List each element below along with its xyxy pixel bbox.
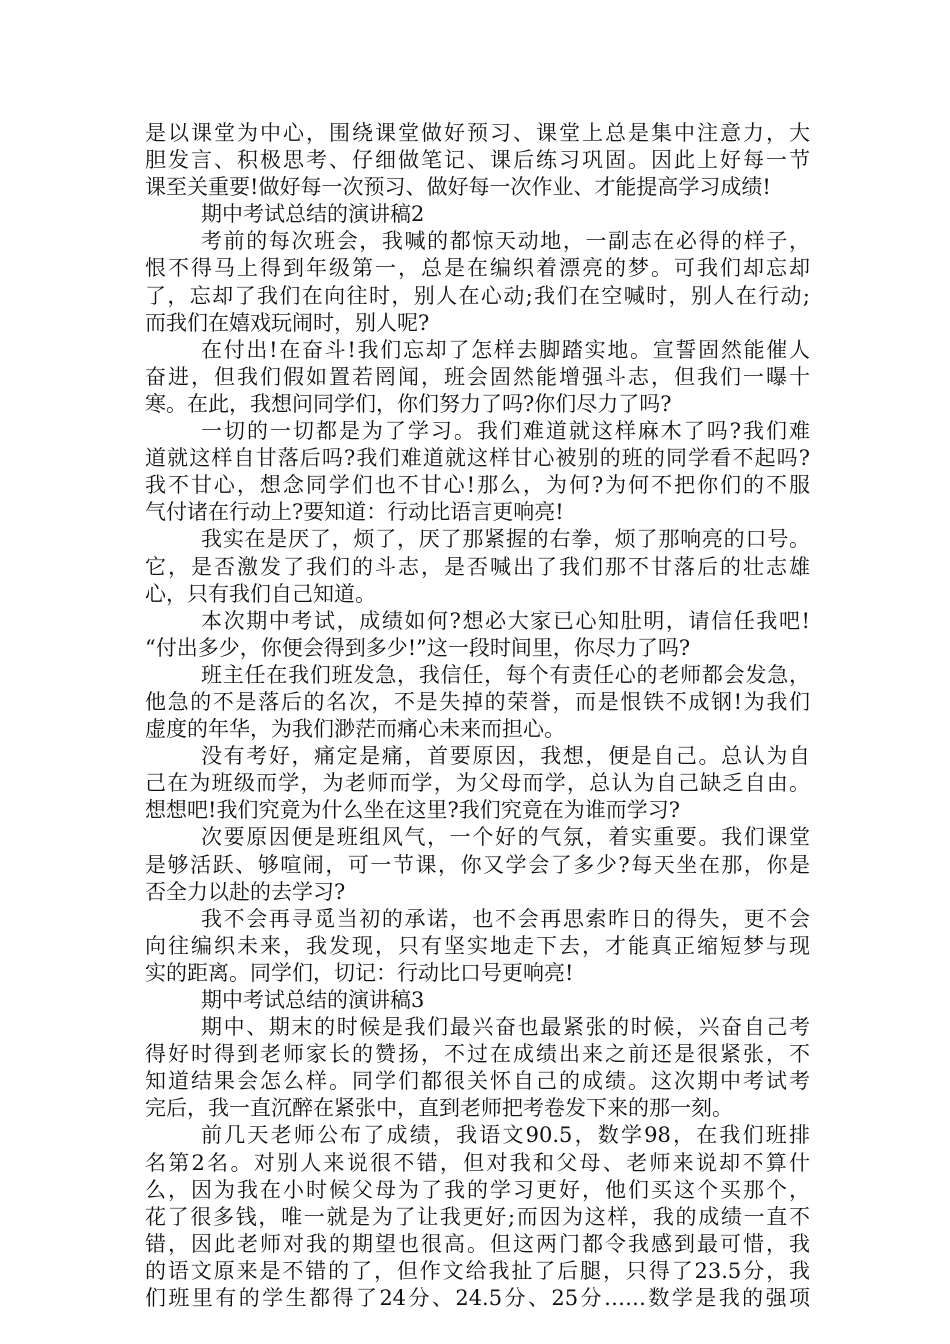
text-line: 我不甘心，想念同学们也不甘心!那么，为何?为何不把你们的不服	[145, 473, 810, 498]
text-line: 前几天老师公布了成绩，我语文90.5，数学98，在我们班排	[201, 1123, 810, 1148]
text-line: “付出多少，你便会得到多少!”这一段时间里，你尽力了吗?	[145, 635, 691, 660]
text-line: 本次期中考试，成绩如何?想必大家已心知肚明，请信任我吧!	[201, 608, 810, 633]
text-line: 虚度的年华，为我们渺茫而痛心未来而担心。	[145, 717, 565, 742]
text-line: 我不会再寻觅当初的承诺，也不会再思索昨日的得失，更不会	[201, 906, 810, 931]
section-heading: 期中考试总结的演讲稿3	[201, 988, 425, 1012]
section-heading: 期中考试总结的演讲稿2	[201, 202, 425, 227]
text-line: 是以课堂为中心，围绕课堂做好预习、课堂上总是集中注意力，大	[145, 121, 810, 145]
text-line: 道就这样自甘落后吗?我们难道就这样甘心被别的班的同学看不起吗?	[145, 446, 810, 471]
text-line: 实的距离。同学们，切记：行动比口号更响亮!	[145, 960, 574, 985]
text-line: 课至关重要!做好每一次预习、做好每一次作业、才能提高学习成绩!	[145, 175, 771, 200]
text-line: 气付诸在行动上?要知道：行动比语言更响亮!	[145, 500, 564, 525]
text-line: 一切的一切都是为了学习。我们难道就这样麻木了吗?我们难	[201, 419, 810, 444]
text-line: 的语文原来是不错的了，但作文给我扯了后腿，只得了23.5分，我	[145, 1258, 810, 1283]
text-line: 在付出!在奋斗!我们忘却了怎样去脚踏实地。宣誓固然能催人	[201, 337, 810, 362]
text-line: 们班里有的学生都得了24分、24.5分、25分……数学是我的强项	[145, 1286, 810, 1311]
text-line: 没有考好，痛定是痛，首要原因，我想，便是自己。总认为自	[201, 744, 810, 769]
text-line: 了，忘却了我们在向往时，别人在心动;我们在空喊时，别人在行动;	[145, 283, 810, 308]
text-line: 考前的每次班会，我喊的都惊天动地，一副志在必得的样子，	[201, 229, 810, 254]
text-line: 花了很多钱，唯一就是为了让我更好;而因为这样，我的成绩一直不	[145, 1204, 810, 1229]
text-line: 错，因此老师对我的期望也很高。但这两门都令我感到最可惜，我	[145, 1231, 810, 1256]
text-line: 完后，我一直沉醉在紧张中，直到老师把考卷发下来的那一刻。	[145, 1096, 733, 1121]
text-line: 期中、期末的时候是我们最兴奋也最紧张的时候，兴奋自己考	[201, 1015, 810, 1040]
text-line: 奋进，但我们假如置若罔闻，班会固然能增强斗志，但我们一曝十	[145, 364, 810, 389]
text-line: 它，是否激发了我们的斗志，是否喊出了我们那不甘落后的壮志雄	[145, 554, 810, 579]
text-line: 胆发言、积极思考、仔细做笔记、课后练习巩固。因此上好每一节	[145, 148, 810, 173]
text-line: 么，因为我在小时候父母为了我的学习更好，他们买这个买那个，	[145, 1177, 810, 1202]
text-line: 是够活跃、够喧闹，可一节课，你又学会了多少?每天坐在那，你是	[145, 852, 810, 877]
text-line: 否全力以赴的去学习?	[145, 879, 346, 904]
text-line: 次要原因便是班组风气，一个好的气氛，着实重要。我们课堂	[201, 825, 810, 850]
text-line: 想想吧!我们究竟为什么坐在这里?我们究竟在为谁而学习?	[145, 798, 680, 823]
text-line: 得好时得到老师家长的赞扬，不过在成绩出来之前还是很紧张，不	[145, 1042, 810, 1067]
text-line: 名第2名。对别人来说很不错，但对我和父母、老师来说却不算什	[145, 1150, 810, 1175]
text-line: 向往编织未来，我发现，只有坚实地走下去，才能真正缩短梦与现	[145, 933, 810, 958]
text-line: 他急的不是落后的名次，不是失掉的荣誉，而是恨铁不成钢!为我们	[145, 689, 810, 714]
text-line: 寒。在此，我想问同学们，你们努力了吗?你们尽力了吗?	[145, 391, 672, 416]
text-line: 我实在是厌了，烦了，厌了那紧握的右拳，烦了那响亮的口号。	[201, 527, 810, 552]
text-line: 己在为班级而学，为老师而学，为父母而学，总认为自己缺乏自由。	[145, 771, 810, 796]
text-line: 恨不得马上得到年级第一，总是在编织着漂亮的梦。可我们却忘却	[145, 256, 810, 281]
document-body	[145, 120, 810, 1312]
text-line: 心，只有我们自己知道。	[145, 581, 376, 606]
text-line: 班主任在我们班发急，我信任，每个有责任心的老师都会发急，	[201, 662, 810, 687]
text-line: 知道结果会怎么样。同学们都很关怀自己的成绩。这次期中考试考	[145, 1069, 810, 1094]
text-line: 而我们在嬉戏玩闹时，别人呢?	[145, 310, 430, 335]
